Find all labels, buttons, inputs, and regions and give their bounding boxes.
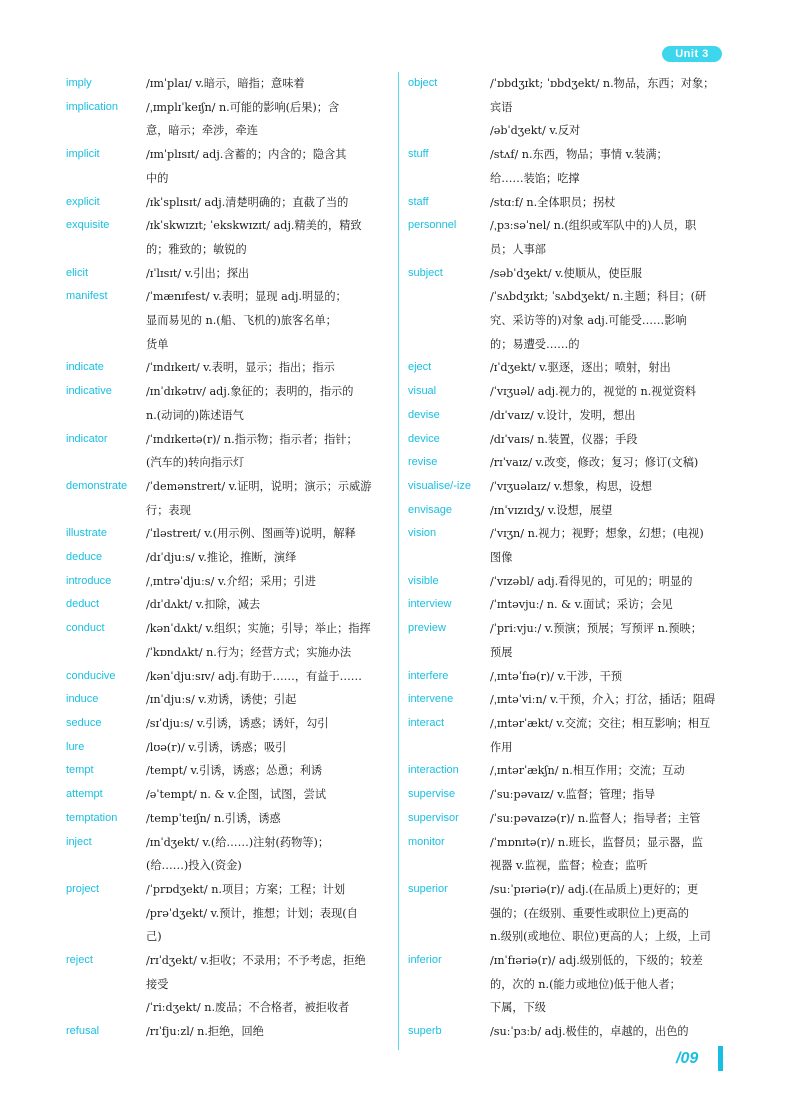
vocab-entry bbox=[66, 712, 388, 736]
vocab-entry bbox=[408, 665, 728, 689]
headword: monitor bbox=[408, 835, 445, 848]
definition bbox=[490, 949, 728, 1020]
headword: elicit bbox=[66, 266, 89, 279]
definition-line: /ɪkˈsplɪsɪt/ adj.清楚明确的；直截了当的 bbox=[146, 195, 349, 209]
definition bbox=[146, 214, 388, 261]
vocab-entry bbox=[66, 688, 388, 712]
definition-line: n.级别(或地位、职位)更高的人；上级，上司 bbox=[490, 930, 711, 944]
vocab-entry bbox=[408, 262, 728, 357]
definition bbox=[490, 356, 728, 380]
vocab-entry bbox=[408, 380, 728, 404]
headword: device bbox=[408, 432, 440, 445]
headword: introduce bbox=[66, 574, 112, 587]
definition bbox=[490, 665, 728, 689]
definition-line: /ˈɪndɪkeɪt/ v.表明，显示；指出；指示 bbox=[146, 361, 335, 375]
definition-line: 的；易遭受……的 bbox=[490, 337, 580, 351]
headword: stuff bbox=[408, 148, 429, 161]
definition-line: 图像 bbox=[490, 551, 513, 565]
vocab-entry bbox=[66, 356, 388, 380]
vocab-entry bbox=[66, 570, 388, 594]
definition-line: /rɪˈvaɪz/ v.改变，修改；复习；修订(文稿) bbox=[490, 456, 699, 470]
definition bbox=[146, 617, 388, 664]
definition-line: /rɪˈdʒekt/ v.拒收；不录用；不予考虑，拒绝 bbox=[146, 954, 366, 968]
definition bbox=[146, 949, 388, 1020]
vocab-entry bbox=[408, 712, 728, 759]
definition bbox=[490, 72, 728, 143]
definition-line: (汽车的)转向指示灯 bbox=[146, 456, 245, 470]
definition bbox=[146, 96, 388, 143]
definition bbox=[146, 1020, 388, 1044]
definition-line: 货单 bbox=[146, 337, 169, 351]
definition-line: /stɑːf/ n.全体职员；拐杖 bbox=[490, 195, 616, 209]
vocab-entry bbox=[408, 570, 728, 594]
definition bbox=[490, 475, 728, 499]
definition-line: /ɪnˈdɪkətɪv/ adj.象征的；表明的，指示的 bbox=[146, 385, 354, 399]
headword: lure bbox=[66, 740, 85, 753]
definition-line: /suːˈpɪəriə(r)/ adj.(在品质上)更好的；更 bbox=[490, 882, 699, 896]
definition-line: /ˈriːdʒekt/ n.废品；不合格者，被拒收者 bbox=[146, 1001, 350, 1015]
definition-line: 给……装馅；吃撑 bbox=[490, 171, 580, 185]
definition-line: n.(动词的)陈述语气 bbox=[146, 408, 244, 422]
vocab-entry bbox=[408, 214, 728, 261]
definition-line: 作用 bbox=[490, 740, 513, 754]
definition-line: /əbˈdʒekt/ v.反对 bbox=[490, 124, 581, 138]
definition-line: 己) bbox=[146, 930, 162, 944]
headword: deduce bbox=[66, 551, 103, 564]
headword: attempt bbox=[66, 788, 103, 801]
headword: interaction bbox=[408, 764, 459, 777]
definition-line: /ˈsuːpəvaɪzə(r)/ n.监督人；指导者；主管 bbox=[490, 811, 701, 825]
headword: interact bbox=[408, 716, 445, 729]
definition bbox=[490, 807, 728, 831]
vocab-entry bbox=[408, 451, 728, 475]
definition-line: /ˈprɒdʒekt/ n.项目；方案；工程；计划 bbox=[146, 882, 346, 896]
vocab-entry bbox=[408, 522, 728, 569]
vocab-entry bbox=[66, 522, 388, 546]
headword: inferior bbox=[408, 954, 442, 967]
definition bbox=[146, 736, 388, 760]
headword: conduct bbox=[66, 622, 105, 635]
headword: subject bbox=[408, 266, 443, 279]
definition-line: /kənˈdʌkt/ v.组织；实施；引导；举止；指挥 bbox=[146, 622, 371, 636]
definition bbox=[490, 712, 728, 759]
vocab-entry bbox=[408, 831, 728, 878]
definition-line: /ˌɪmplɪˈkeɪʃn/ n.可能的影响(后果)；含 bbox=[146, 100, 340, 114]
definition bbox=[146, 191, 388, 215]
page-number: /09 bbox=[676, 1050, 699, 1067]
headword: visualise/-ize bbox=[408, 479, 471, 492]
definition-line: /ˈkɒndʌkt/ n.行为；经营方式；实施办法 bbox=[146, 645, 352, 659]
definition-line: /ɪˈdʒekt/ v.驱逐，逐出；喷射，射出 bbox=[490, 361, 671, 375]
definition-line: /ɪnˈfɪəriə(r)/ adj.级别低的，下级的；较差 bbox=[490, 954, 703, 968]
definition bbox=[490, 783, 728, 807]
vocab-entry bbox=[66, 617, 388, 664]
definition-line: /kənˈdjuːsɪv/ adj.有助于……，有益于…… bbox=[146, 669, 362, 683]
definition-line: 接受 bbox=[146, 977, 169, 991]
definition bbox=[146, 143, 388, 190]
vocab-entry bbox=[408, 143, 728, 190]
definition bbox=[146, 688, 388, 712]
headword: exquisite bbox=[66, 219, 110, 232]
headword: vision bbox=[408, 527, 437, 540]
definition bbox=[146, 807, 388, 831]
vocab-entry bbox=[408, 617, 728, 664]
definition bbox=[146, 878, 388, 949]
definition-line: /ˈdemənstreɪt/ v.证明，说明；演示；示威游 bbox=[146, 479, 372, 493]
definition-line: /ˌɪntərˈækt/ v.交流；交往；相互影响；相互 bbox=[490, 716, 711, 730]
vocab-entry bbox=[66, 736, 388, 760]
definition-line: /ˈvɪʒn/ n.视力；视野；想象，幻想；(电视) bbox=[490, 527, 704, 541]
definition-line: 的，次的 n.(能力或地位)低于他人者； bbox=[490, 977, 681, 991]
definition-line: /ɪmˈplaɪ/ v.暗示，暗指；意味着 bbox=[146, 77, 305, 90]
headword: superb bbox=[408, 1025, 442, 1038]
left-column bbox=[66, 72, 388, 1044]
vocab-entry bbox=[408, 191, 728, 215]
definition-line: /ˈɒbdʒɪkt; ˈɒbdʒekt/ n.物品，东西；对象； bbox=[490, 77, 715, 90]
definition bbox=[490, 593, 728, 617]
headword: intervene bbox=[408, 693, 454, 706]
definition-line: /səbˈdʒekt/ v.使顺从，使臣服 bbox=[490, 266, 642, 280]
definition-line: /ˈɪndɪkeɪtə(r)/ n.指示物；指示者；指针； bbox=[146, 432, 358, 446]
definition-line: /əˈtempt/ n. & v.企图，试图，尝试 bbox=[146, 788, 327, 802]
definition bbox=[146, 593, 388, 617]
definition bbox=[490, 380, 728, 404]
headword: induce bbox=[66, 693, 99, 706]
vocab-entry bbox=[408, 72, 728, 143]
definition bbox=[146, 712, 388, 736]
vocab-entry bbox=[408, 807, 728, 831]
vocab-entry bbox=[408, 404, 728, 428]
vocab-entry bbox=[408, 759, 728, 783]
vocab-entry bbox=[408, 499, 728, 523]
vocab-entry bbox=[66, 831, 388, 878]
vocab-entry bbox=[66, 214, 388, 261]
definition-line: /rɪˈfjuːzl/ n.拒绝，回绝 bbox=[146, 1025, 264, 1039]
definition-line: /ˈɪntəvjuː/ n. & v.面试；采访；会见 bbox=[490, 598, 673, 612]
definition-line: /ˈsuːpəvaɪz/ v.监督；管理；指导 bbox=[490, 788, 656, 802]
definition-line: /ˌɪntrəˈdjuːs/ v.介绍；采用；引进 bbox=[146, 574, 316, 588]
definition-line: 强的；(在级别、重要性或职位上)更高的 bbox=[490, 906, 689, 920]
definition-line: /prəˈdʒekt/ v.预计，推想；计划；表现(自 bbox=[146, 906, 358, 920]
definition bbox=[490, 499, 728, 523]
definition-line: 意，暗示；牵涉，牵连 bbox=[146, 124, 258, 138]
definition bbox=[146, 759, 388, 783]
definition bbox=[490, 617, 728, 664]
definition-line: /ˌɪntəˈviːn/ v.干预，介入；打岔，插话；阻碍 bbox=[490, 693, 716, 707]
vocab-entry bbox=[66, 759, 388, 783]
headword: supervisor bbox=[408, 811, 459, 824]
headword: superior bbox=[408, 882, 448, 895]
definition-line: 预展 bbox=[490, 645, 513, 659]
headword: indicator bbox=[66, 432, 108, 445]
headword: staff bbox=[408, 195, 429, 208]
vocab-entry bbox=[408, 688, 728, 712]
headword: temptation bbox=[66, 811, 118, 824]
vocab-entry bbox=[408, 949, 728, 1020]
vocab-entry bbox=[66, 475, 388, 522]
vocab-entry bbox=[66, 593, 388, 617]
vocab-entry bbox=[66, 262, 388, 286]
definition-line: /ˈmɒnɪtə(r)/ n.班长，监督员；显示器，监 bbox=[490, 835, 703, 849]
headword: inject bbox=[66, 835, 92, 848]
headword: implicit bbox=[66, 148, 100, 161]
definition-line: /ɪnˈdjuːs/ v.劝诱，诱使；引起 bbox=[146, 693, 297, 707]
definition-line: /ˌɪntəˈfɪə(r)/ v.干涉，干预 bbox=[490, 669, 623, 683]
definition bbox=[490, 570, 728, 594]
vocab-entry bbox=[66, 783, 388, 807]
definition-line: /dɪˈdʌkt/ v.扣除，减去 bbox=[146, 598, 261, 612]
definition bbox=[146, 356, 388, 380]
definition-line: /ˈvɪʒuəlaɪz/ v.想象，构思，设想 bbox=[490, 479, 652, 493]
column-divider bbox=[398, 72, 399, 1050]
headword: object bbox=[408, 77, 438, 89]
definition bbox=[490, 688, 728, 712]
definition bbox=[490, 404, 728, 428]
headword: refusal bbox=[66, 1025, 100, 1038]
definition bbox=[490, 1020, 728, 1044]
vocab-entry bbox=[66, 428, 388, 475]
definition bbox=[146, 262, 388, 286]
definition-line: 中的 bbox=[146, 171, 169, 185]
headword: preview bbox=[408, 622, 446, 635]
definition bbox=[146, 522, 388, 546]
definition-line: /dɪˈvaɪs/ n.装置，仪器；手段 bbox=[490, 432, 638, 446]
headword: conducive bbox=[66, 669, 116, 682]
headword: visible bbox=[408, 574, 439, 587]
definition-line: /suːˈpɜːb/ adj.极佳的，卓越的，出色的 bbox=[490, 1025, 689, 1039]
definition-line: /ˈvɪzəbl/ adj.看得见的，可见的；明显的 bbox=[490, 574, 693, 588]
definition-line: /ɪmˈplɪsɪt/ adj.含蓄的；内含的；隐含其 bbox=[146, 148, 347, 162]
headword: imply bbox=[66, 77, 92, 89]
definition bbox=[146, 570, 388, 594]
headword: revise bbox=[408, 456, 438, 469]
definition-line: /dɪˈvaɪz/ v.设计，发明，想出 bbox=[490, 408, 636, 422]
definition bbox=[146, 428, 388, 475]
definition-line: 的；雅致的；敏锐的 bbox=[146, 242, 247, 256]
definition bbox=[490, 262, 728, 357]
definition bbox=[146, 285, 388, 356]
headword: project bbox=[66, 882, 100, 895]
definition bbox=[490, 878, 728, 949]
vocab-entry bbox=[66, 878, 388, 949]
definition bbox=[146, 475, 388, 522]
definition-line: 行；表现 bbox=[146, 503, 191, 517]
definition-line: /ɪnˈvɪzɪdʒ/ v.设想，展望 bbox=[490, 503, 613, 517]
definition-line: 下属，下级 bbox=[490, 1001, 546, 1015]
headword: visual bbox=[408, 385, 437, 398]
vocab-entry bbox=[66, 1020, 388, 1044]
definition bbox=[490, 428, 728, 452]
headword: manifest bbox=[66, 290, 108, 303]
headword: personnel bbox=[408, 219, 457, 232]
definition bbox=[490, 214, 728, 261]
headword: implication bbox=[66, 100, 118, 113]
vocab-entry bbox=[66, 380, 388, 427]
vocab-entry bbox=[408, 356, 728, 380]
definition-line: 究、采访等的)对象 adj.可能受……影响 bbox=[490, 314, 687, 328]
definition-line: /ˌpɜːsəˈnel/ n.(组织或军队中的)人员，职 bbox=[490, 219, 697, 233]
vocab-entry bbox=[66, 949, 388, 1020]
definition-line: 员；人事部 bbox=[490, 242, 546, 256]
definition bbox=[146, 831, 388, 878]
vocab-entry bbox=[66, 665, 388, 689]
definition-line: /ˈɪləstreɪt/ v.(用示例、图画等)说明，解释 bbox=[146, 527, 356, 541]
definition bbox=[146, 380, 388, 427]
definition-line: /lʊə(r)/ v.引诱，诱惑；吸引 bbox=[146, 740, 287, 754]
definition-line: /dɪˈdjuːs/ v.推论，推断，演绎 bbox=[146, 551, 297, 565]
vocab-entry bbox=[66, 191, 388, 215]
page-number-bar bbox=[718, 1046, 723, 1071]
headword: demonstrate bbox=[66, 479, 128, 492]
definition bbox=[146, 665, 388, 689]
definition bbox=[490, 143, 728, 190]
headword: reject bbox=[66, 954, 93, 967]
definition-line: 宾语 bbox=[490, 100, 513, 114]
headword: supervise bbox=[408, 788, 456, 801]
headword: envisage bbox=[408, 503, 453, 516]
definition bbox=[490, 191, 728, 215]
vocab-entry bbox=[66, 546, 388, 570]
definition bbox=[146, 783, 388, 807]
headword: devise bbox=[408, 408, 440, 421]
definition bbox=[146, 546, 388, 570]
vocab-entry bbox=[408, 1020, 728, 1044]
definition bbox=[490, 831, 728, 878]
vocab-entry bbox=[408, 428, 728, 452]
definition-line: (给……)投入(资金) bbox=[146, 859, 242, 873]
unit-badge: Unit 3 bbox=[662, 46, 722, 62]
definition-line: /stʌf/ n.东西，物品；事情 v.装满； bbox=[490, 148, 668, 162]
headword: explicit bbox=[66, 195, 100, 208]
definition-line: /tempt/ v.引诱，诱惑；怂恿；利诱 bbox=[146, 764, 323, 778]
definition-line: /ɪkˈskwɪzɪt; ˈekskwɪzɪt/ adj.精美的，精致 bbox=[146, 219, 362, 233]
vocab-entry bbox=[66, 72, 388, 96]
headword: interfere bbox=[408, 669, 449, 682]
vocab-entry bbox=[66, 96, 388, 143]
vocab-entry bbox=[408, 783, 728, 807]
vocab-entry bbox=[66, 285, 388, 356]
headword: indicative bbox=[66, 385, 112, 398]
definition bbox=[146, 72, 388, 96]
definition-line: /ɪˈlɪsɪt/ v.引出；探出 bbox=[146, 266, 250, 280]
definition-line: /tempˈteɪʃn/ n.引诱，诱惑 bbox=[146, 811, 281, 825]
definition-line: /ˈpriːvjuː/ v.预演；预展；写预评 n.预映； bbox=[490, 622, 702, 636]
headword: tempt bbox=[66, 764, 94, 777]
headword: deduct bbox=[66, 598, 100, 611]
right-column bbox=[408, 72, 728, 1044]
definition bbox=[490, 522, 728, 569]
definition-line: 显而易见的 n.(船、飞机的)旅客名单； bbox=[146, 314, 337, 328]
headword: interview bbox=[408, 598, 452, 611]
definition-line: /ɪnˈdʒekt/ v.(给……)注射(药物等)； bbox=[146, 835, 330, 849]
definition-line: /ˈvɪʒuəl/ adj.视力的，视觉的 n.视觉资料 bbox=[490, 385, 697, 399]
definition bbox=[490, 451, 728, 475]
definition-line: /ˌɪntərˈækʃn/ n.相互作用；交流；互动 bbox=[490, 764, 685, 778]
vocab-entry bbox=[66, 807, 388, 831]
headword: indicate bbox=[66, 361, 104, 374]
vocab-entry bbox=[408, 878, 728, 949]
vocab-entry bbox=[66, 143, 388, 190]
headword: eject bbox=[408, 361, 432, 374]
headword: illustrate bbox=[66, 527, 107, 540]
definition-line: /ˈmænɪfest/ v.表明；显现 adj.明显的； bbox=[146, 290, 347, 304]
headword: seduce bbox=[66, 716, 102, 729]
definition-line: 视器 v.监视，监督；检查；监听 bbox=[490, 859, 648, 873]
definition-line: /sɪˈdjuːs/ v.引诱，诱惑；诱奸，勾引 bbox=[146, 716, 329, 730]
vocab-entry bbox=[408, 475, 728, 499]
definition-line: /ˈsʌbdʒɪkt; ˈsʌbdʒekt/ n.主题；科目；(研 bbox=[490, 290, 707, 304]
definition bbox=[490, 759, 728, 783]
vocab-entry bbox=[408, 593, 728, 617]
